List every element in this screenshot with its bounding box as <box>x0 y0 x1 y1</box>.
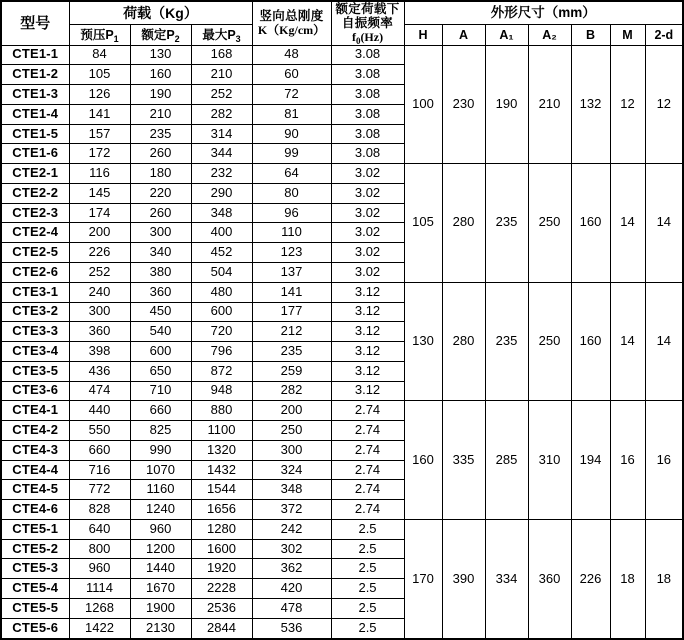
cell-p3: 2228 <box>191 579 252 599</box>
cell-dimension-a: 335 <box>442 401 485 520</box>
cell-frequency: 2.74 <box>331 460 404 480</box>
cell-model: CTE4-3 <box>1 440 69 460</box>
cell-p1: 440 <box>69 401 130 421</box>
cell-dimension-2d: 14 <box>645 164 683 283</box>
cell-dimension-a: 230 <box>442 45 485 164</box>
cell-dimension-m: 12 <box>610 45 645 164</box>
cell-frequency: 3.08 <box>331 104 404 124</box>
cell-p1: 174 <box>69 203 130 223</box>
cell-dimension-m: 14 <box>610 164 645 283</box>
cell-p3: 880 <box>191 401 252 421</box>
cell-frequency: 2.5 <box>331 579 404 599</box>
cell-p1: 474 <box>69 381 130 401</box>
column-header-a2: A₂ <box>528 25 571 46</box>
cell-dimension-h: 130 <box>404 282 442 401</box>
cell-p3: 452 <box>191 243 252 263</box>
cell-p3: 2844 <box>191 618 252 639</box>
cell-frequency: 2.74 <box>331 421 404 441</box>
cell-stiffness: 80 <box>252 183 331 203</box>
cell-p2: 380 <box>130 262 191 282</box>
cell-dimension-2d: 12 <box>645 45 683 164</box>
cell-p3: 1920 <box>191 559 252 579</box>
column-header-h: H <box>404 25 442 46</box>
cell-model: CTE2-3 <box>1 203 69 223</box>
frequency-symbol: $f_0(Hz)$ <box>351 29 384 46</box>
cell-model: CTE2-4 <box>1 223 69 243</box>
cell-frequency: 2.5 <box>331 598 404 618</box>
cell-stiffness: 259 <box>252 361 331 381</box>
cell-p3: 600 <box>191 302 252 322</box>
cell-stiffness: 90 <box>252 124 331 144</box>
cell-dimension-h: 100 <box>404 45 442 164</box>
cell-frequency: 3.02 <box>331 203 404 223</box>
cell-frequency: 3.08 <box>331 85 404 105</box>
cell-dimension-a: 280 <box>442 164 485 283</box>
cell-stiffness: 348 <box>252 480 331 500</box>
table-row <box>1 401 683 421</box>
cell-p2: 650 <box>130 361 191 381</box>
cell-frequency: 3.08 <box>331 65 404 85</box>
cell-dimension-a2: 250 <box>528 282 571 401</box>
cell-model: CTE3-1 <box>1 282 69 302</box>
header-row-top <box>1 1 683 25</box>
cell-p1: 772 <box>69 480 130 500</box>
cell-p2: 340 <box>130 243 191 263</box>
cell-p1: 252 <box>69 262 130 282</box>
cell-model: CTE2-1 <box>1 164 69 184</box>
cell-p1: 240 <box>69 282 130 302</box>
cell-p2: 540 <box>130 322 191 342</box>
column-header-frequency <box>331 1 404 45</box>
column-header-model: 型号 <box>1 1 69 45</box>
cell-stiffness: 372 <box>252 500 331 520</box>
cell-p2: 180 <box>130 164 191 184</box>
column-header-p3: 最大$P_3$ <box>191 25 252 46</box>
cell-dimension-m: 14 <box>610 282 645 401</box>
cell-frequency: 3.12 <box>331 381 404 401</box>
cell-p3: 348 <box>191 203 252 223</box>
cell-stiffness: 300 <box>252 440 331 460</box>
cell-p2: 990 <box>130 440 191 460</box>
cell-p2: 260 <box>130 144 191 164</box>
cell-model: CTE1-4 <box>1 104 69 124</box>
cell-model: CTE5-1 <box>1 519 69 539</box>
cell-p3: 720 <box>191 322 252 342</box>
cell-dimension-2d: 14 <box>645 282 683 401</box>
cell-frequency: 3.02 <box>331 223 404 243</box>
cell-frequency: 2.5 <box>331 559 404 579</box>
cell-p1: 398 <box>69 342 130 362</box>
cell-p1: 226 <box>69 243 130 263</box>
cell-dimension-a: 390 <box>442 519 485 639</box>
cell-p2: 1070 <box>130 460 191 480</box>
cell-p2: 1440 <box>130 559 191 579</box>
cell-dimension-2d: 18 <box>645 519 683 639</box>
cell-frequency: 3.08 <box>331 124 404 144</box>
cell-p2: 2130 <box>130 618 191 639</box>
cell-dimension-a1: 334 <box>485 519 528 639</box>
cell-p2: 235 <box>130 124 191 144</box>
cell-model: CTE1-6 <box>1 144 69 164</box>
cell-p3: 1320 <box>191 440 252 460</box>
cell-frequency: 3.02 <box>331 262 404 282</box>
cell-model: CTE2-2 <box>1 183 69 203</box>
cell-model: CTE5-2 <box>1 539 69 559</box>
cell-model: CTE4-2 <box>1 421 69 441</box>
cell-p1: 828 <box>69 500 130 520</box>
cell-model: CTE4-1 <box>1 401 69 421</box>
cell-model: CTE5-5 <box>1 598 69 618</box>
cell-stiffness: 200 <box>252 401 331 421</box>
cell-p2: 300 <box>130 223 191 243</box>
cell-p1: 145 <box>69 183 130 203</box>
cell-frequency: 3.12 <box>331 302 404 322</box>
cell-model: CTE5-6 <box>1 618 69 639</box>
cell-dimension-a2: 250 <box>528 164 571 283</box>
cell-model: CTE3-3 <box>1 322 69 342</box>
cell-p2: 190 <box>130 85 191 105</box>
cell-stiffness: 362 <box>252 559 331 579</box>
cell-stiffness: 282 <box>252 381 331 401</box>
cell-p2: 210 <box>130 104 191 124</box>
cell-p2: 1200 <box>130 539 191 559</box>
cell-dimension-2d: 16 <box>645 401 683 520</box>
cell-model: CTE5-3 <box>1 559 69 579</box>
cell-frequency: 2.5 <box>331 539 404 559</box>
cell-dimension-a2: 310 <box>528 401 571 520</box>
cell-stiffness: 137 <box>252 262 331 282</box>
cell-p1: 157 <box>69 124 130 144</box>
cell-stiffness: 302 <box>252 539 331 559</box>
cell-stiffness: 478 <box>252 598 331 618</box>
cell-p2: 600 <box>130 342 191 362</box>
cell-p3: 232 <box>191 164 252 184</box>
cell-model: CTE1-2 <box>1 65 69 85</box>
cell-p3: 168 <box>191 45 252 65</box>
cell-frequency: 3.02 <box>331 183 404 203</box>
cell-p3: 314 <box>191 124 252 144</box>
table-row <box>1 164 683 184</box>
cell-frequency: 2.74 <box>331 440 404 460</box>
cell-p2: 360 <box>130 282 191 302</box>
table-row <box>1 519 683 539</box>
cell-dimension-a2: 210 <box>528 45 571 164</box>
cell-dimension-m: 18 <box>610 519 645 639</box>
cell-p3: 1432 <box>191 460 252 480</box>
column-header-2d: 2-d <box>645 25 683 46</box>
table-row <box>1 282 683 302</box>
cell-p2: 1160 <box>130 480 191 500</box>
cell-dimension-h: 105 <box>404 164 442 283</box>
cell-p3: 796 <box>191 342 252 362</box>
cell-model: CTE2-5 <box>1 243 69 263</box>
cell-p3: 344 <box>191 144 252 164</box>
cell-stiffness: 177 <box>252 302 331 322</box>
cell-frequency: 3.12 <box>331 342 404 362</box>
cell-model: CTE3-2 <box>1 302 69 322</box>
cell-p3: 872 <box>191 361 252 381</box>
cell-dimension-a2: 360 <box>528 519 571 639</box>
cell-model: CTE1-3 <box>1 85 69 105</box>
column-header-p1: 预压$P_1$ <box>69 25 130 46</box>
cell-p1: 716 <box>69 460 130 480</box>
column-header-a1: A₁ <box>485 25 528 46</box>
cell-p3: 210 <box>191 65 252 85</box>
cell-p1: 200 <box>69 223 130 243</box>
cell-model: CTE4-5 <box>1 480 69 500</box>
cell-stiffness: 250 <box>252 421 331 441</box>
cell-frequency: 3.12 <box>331 361 404 381</box>
cell-p1: 172 <box>69 144 130 164</box>
cell-frequency: 3.02 <box>331 243 404 263</box>
cell-dimension-a1: 190 <box>485 45 528 164</box>
cell-frequency: 2.74 <box>331 480 404 500</box>
column-header-a: A <box>442 25 485 46</box>
column-header-dimensions-group: 外形尺寸（mm） <box>404 1 683 25</box>
cell-model: CTE5-4 <box>1 579 69 599</box>
cell-dimension-a: 280 <box>442 282 485 401</box>
cell-dimension-b: 160 <box>571 282 610 401</box>
cell-stiffness: 60 <box>252 65 331 85</box>
frequency-title-line1: 额定荷载下 <box>335 2 400 16</box>
cell-p3: 290 <box>191 183 252 203</box>
cell-stiffness: 420 <box>252 579 331 599</box>
cell-p3: 480 <box>191 282 252 302</box>
cell-p2: 960 <box>130 519 191 539</box>
column-header-p2: 额定$P_2$ <box>130 25 191 46</box>
cell-model: CTE3-6 <box>1 381 69 401</box>
cell-p3: 948 <box>191 381 252 401</box>
cell-frequency: 2.5 <box>331 519 404 539</box>
cell-p3: 1544 <box>191 480 252 500</box>
cell-p1: 105 <box>69 65 130 85</box>
cell-stiffness: 99 <box>252 144 331 164</box>
cell-p2: 1900 <box>130 598 191 618</box>
cell-p2: 1670 <box>130 579 191 599</box>
column-header-b: B <box>571 25 610 46</box>
cell-dimension-h: 170 <box>404 519 442 639</box>
cell-model: CTE4-4 <box>1 460 69 480</box>
cell-p3: 1656 <box>191 500 252 520</box>
cell-stiffness: 235 <box>252 342 331 362</box>
cell-p1: 84 <box>69 45 130 65</box>
table-body <box>1 45 683 639</box>
cell-model: CTE1-5 <box>1 124 69 144</box>
cell-stiffness: 72 <box>252 85 331 105</box>
cell-p2: 660 <box>130 401 191 421</box>
cell-stiffness: 48 <box>252 45 331 65</box>
cell-frequency: 3.08 <box>331 45 404 65</box>
cell-stiffness: 324 <box>252 460 331 480</box>
cell-frequency: 3.02 <box>331 164 404 184</box>
cell-dimension-b: 160 <box>571 164 610 283</box>
cell-dimension-a1: 235 <box>485 282 528 401</box>
cell-frequency: 2.5 <box>331 618 404 639</box>
cell-p1: 550 <box>69 421 130 441</box>
cell-stiffness: 123 <box>252 243 331 263</box>
cell-p2: 260 <box>130 203 191 223</box>
cell-p2: 710 <box>130 381 191 401</box>
column-header-stiffness <box>252 1 331 45</box>
cell-dimension-h: 160 <box>404 401 442 520</box>
cell-model: CTE3-4 <box>1 342 69 362</box>
cell-p1: 1422 <box>69 618 130 639</box>
cell-stiffness: 141 <box>252 282 331 302</box>
cell-p3: 282 <box>191 104 252 124</box>
cell-dimension-a1: 235 <box>485 164 528 283</box>
cell-p2: 450 <box>130 302 191 322</box>
cell-dimension-m: 16 <box>610 401 645 520</box>
cell-dimension-b: 226 <box>571 519 610 639</box>
cell-stiffness: 81 <box>252 104 331 124</box>
cell-p3: 1600 <box>191 539 252 559</box>
cell-p1: 126 <box>69 85 130 105</box>
cell-p2: 160 <box>130 65 191 85</box>
cell-stiffness: 110 <box>252 223 331 243</box>
cell-p3: 1100 <box>191 421 252 441</box>
cell-model: CTE2-6 <box>1 262 69 282</box>
column-header-load-group: 荷载（Kg） <box>69 1 252 25</box>
cell-p1: 1114 <box>69 579 130 599</box>
cell-p3: 252 <box>191 85 252 105</box>
cell-dimension-b: 132 <box>571 45 610 164</box>
cell-model: CTE4-6 <box>1 500 69 520</box>
cell-p2: 825 <box>130 421 191 441</box>
cell-p1: 436 <box>69 361 130 381</box>
cell-p2: 130 <box>130 45 191 65</box>
cell-frequency: 3.12 <box>331 282 404 302</box>
table-row <box>1 45 683 65</box>
cell-p1: 141 <box>69 104 130 124</box>
cell-p1: 360 <box>69 322 130 342</box>
cell-p1: 1268 <box>69 598 130 618</box>
stiffness-title: 竖向总刚度 <box>259 9 324 24</box>
cell-p1: 800 <box>69 539 130 559</box>
cell-dimension-b: 194 <box>571 401 610 520</box>
cell-p1: 300 <box>69 302 130 322</box>
cell-p2: 1240 <box>130 500 191 520</box>
cell-p3: 400 <box>191 223 252 243</box>
cell-model: CTE1-1 <box>1 45 69 65</box>
cell-p3: 2536 <box>191 598 252 618</box>
cell-frequency: 2.74 <box>331 500 404 520</box>
column-header-m: M <box>610 25 645 46</box>
cell-stiffness: 242 <box>252 519 331 539</box>
cell-model: CTE3-5 <box>1 361 69 381</box>
cell-stiffness: 536 <box>252 618 331 639</box>
cell-p3: 504 <box>191 262 252 282</box>
stiffness-unit: K（Kg/cm） <box>257 22 326 37</box>
table-header <box>1 1 683 45</box>
cell-dimension-a1: 285 <box>485 401 528 520</box>
cell-stiffness: 96 <box>252 203 331 223</box>
cell-frequency: 2.74 <box>331 401 404 421</box>
cell-p1: 960 <box>69 559 130 579</box>
cell-p1: 116 <box>69 164 130 184</box>
cell-p1: 660 <box>69 440 130 460</box>
cell-stiffness: 212 <box>252 322 331 342</box>
frequency-title-line2: 自振频率 <box>341 16 394 31</box>
cell-frequency: 3.08 <box>331 144 404 164</box>
cell-p1: 640 <box>69 519 130 539</box>
cell-frequency: 3.12 <box>331 322 404 342</box>
cell-p2: 220 <box>130 183 191 203</box>
cell-stiffness: 64 <box>252 164 331 184</box>
cell-p3: 1280 <box>191 519 252 539</box>
